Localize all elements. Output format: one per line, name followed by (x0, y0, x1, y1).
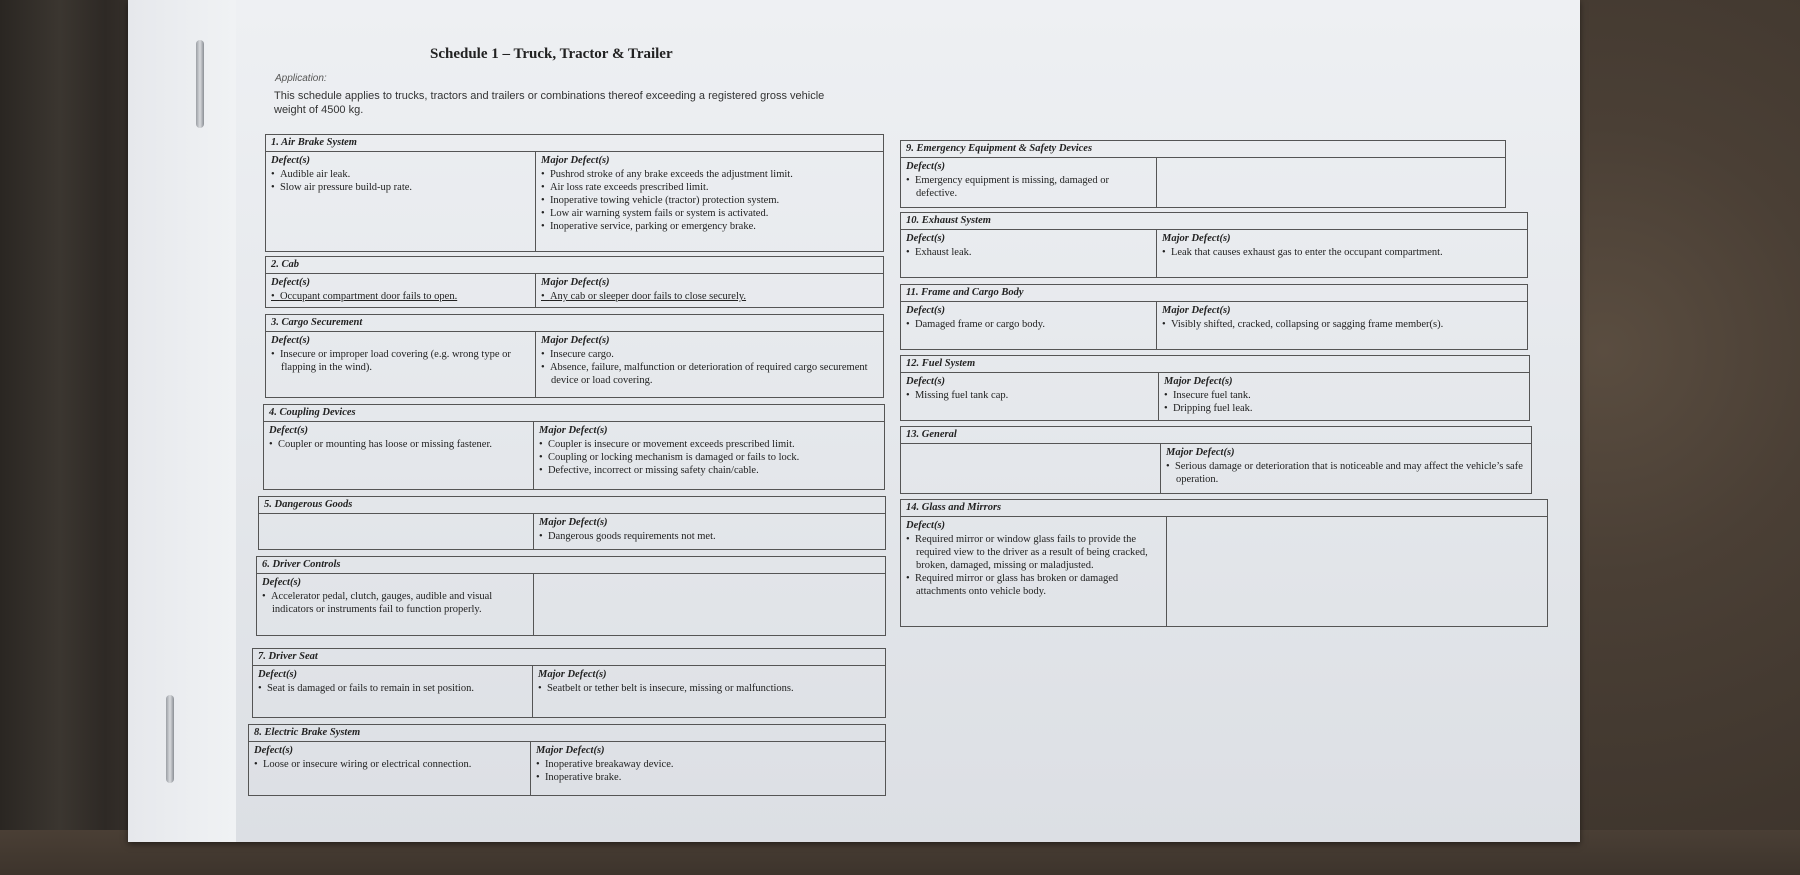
section-air-brake-system (265, 134, 884, 252)
major-defect-item: • Insecure cargo. (541, 348, 876, 361)
section-cargo-securement (265, 314, 884, 398)
major-defects-column (531, 742, 883, 795)
defects-column (257, 574, 534, 635)
defect-item: • Coupler or mounting has loose or missing fastener. (269, 438, 528, 451)
major-defect-item: • Absence, failure, malfunction or deterioration of required cargo securement device or load covering. (541, 361, 876, 387)
defects-heading: Defect(s) (271, 155, 311, 166)
application-text: This schedule applies to trucks, tractors and trailers or combinations thereof exceeding a registered gross vehicle weight of 4500 kg. (274, 90, 825, 116)
defects-column (901, 230, 1157, 277)
major-defect-item: • Pushrod stroke of any brake exceeds the adjustment limit. (541, 168, 876, 181)
major-defect-item: • Dangerous goods requirements not met. (539, 530, 878, 543)
binder-ring-icon (196, 40, 204, 128)
major-defects-heading: Major Defect(s) (541, 277, 610, 288)
defect-item: • Missing fuel tank cap. (906, 389, 1153, 402)
defects-column (266, 274, 536, 307)
section-emergency-equipment (900, 140, 1506, 208)
major-defects-column (1161, 444, 1529, 493)
major-defect-item: • Coupling or locking mechanism is damaged or fails to lock. (539, 451, 877, 464)
section-title: 10. Exhaust System (901, 213, 1527, 230)
major-defect-item: • Coupler is insecure or movement exceeds prescribed limit. (539, 438, 877, 451)
defects-column (266, 332, 536, 397)
major-defect-item: • Dripping fuel leak. (1164, 402, 1522, 415)
defects-heading: Defect(s) (262, 577, 302, 588)
major-defects-column (533, 666, 883, 717)
defect-item: • Required mirror or window glass fails to provide the required view to the driver as a result of being cracked, broken, damaged, missing or maladjusted. (906, 533, 1161, 572)
defects-column (249, 742, 531, 795)
major-defect-item: • Inoperative brake. (536, 771, 878, 784)
section-exhaust-system (900, 212, 1528, 278)
defect-item: • Audible air leak. (271, 168, 530, 181)
major-defects-heading: Major Defect(s) (541, 335, 610, 346)
defect-item: • Exhaust leak. (906, 246, 1151, 259)
binder-ring-icon (166, 695, 174, 783)
major-defects-column (1167, 517, 1545, 626)
major-defect-item: • Leak that causes exhaust gas to enter the occupant compartment. (1162, 246, 1520, 259)
application-label: Application: (275, 73, 327, 84)
section-title: 2. Cab (266, 257, 883, 274)
major-defects-heading: Major Defect(s) (1162, 233, 1231, 244)
defect-item: • Required mirror or glass has broken or damaged attachments onto vehicle body. (906, 572, 1161, 598)
defects-heading: Defect(s) (906, 305, 946, 316)
section-title: 9. Emergency Equipment & Safety Devices (901, 141, 1505, 158)
binding-strip (128, 0, 236, 842)
major-defect-item: • Seatbelt or tether belt is insecure, missing or malfunctions. (538, 682, 878, 695)
major-defects-heading: Major Defect(s) (539, 425, 608, 436)
defects-column (266, 152, 536, 251)
major-defect-item: • Inoperative service, parking or emergency brake. (541, 220, 876, 233)
section-driver-seat (252, 648, 886, 718)
section-general (900, 426, 1532, 494)
defects-column (901, 373, 1159, 420)
major-defects-heading: Major Defect(s) (1164, 376, 1233, 387)
defects-heading: Defect(s) (906, 161, 946, 172)
defects-heading: Defect(s) (269, 425, 309, 436)
defects-heading: Defect(s) (906, 520, 946, 531)
defects-column (901, 517, 1167, 626)
major-defects-column (1159, 373, 1527, 420)
major-defects-column (534, 422, 882, 489)
section-cab (265, 256, 884, 308)
defects-column (253, 666, 533, 717)
major-defect-item: • Any cab or sleeper door fails to close securely. (541, 290, 876, 303)
major-defects-column (1157, 230, 1525, 277)
major-defect-item: • Serious damage or deterioration that is noticeable and may affect the vehicle’s safe operation. (1166, 460, 1524, 486)
major-defect-item: • Air loss rate exceeds prescribed limit. (541, 181, 876, 194)
major-defect-item: • Insecure fuel tank. (1164, 389, 1522, 402)
major-defects-column (534, 574, 883, 635)
major-defects-heading: Major Defect(s) (538, 669, 607, 680)
defect-item: • Loose or insecure wiring or electrical connection. (254, 758, 525, 771)
major-defects-heading: Major Defect(s) (541, 155, 610, 166)
major-defect-item: • Defective, incorrect or missing safety chain/cable. (539, 464, 877, 477)
defects-heading: Defect(s) (258, 669, 298, 680)
section-title: 14. Glass and Mirrors (901, 500, 1547, 517)
section-frame-and-cargo-body (900, 284, 1528, 350)
major-defect-item: • Visibly shifted, cracked, collapsing or sagging frame member(s). (1162, 318, 1520, 331)
major-defect-item: • Low air warning system fails or system is activated. (541, 207, 876, 220)
section-title: 4. Coupling Devices (264, 405, 884, 422)
defects-column (901, 302, 1157, 349)
section-glass-and-mirrors (900, 499, 1548, 627)
major-defects-column (1157, 302, 1525, 349)
section-title: 11. Frame and Cargo Body (901, 285, 1527, 302)
major-defect-item: • Inoperative towing vehicle (tractor) protection system. (541, 194, 876, 207)
section-title: 5. Dangerous Goods (259, 497, 885, 514)
section-title: 13. General (901, 427, 1531, 444)
section-title: 7. Driver Seat (253, 649, 885, 666)
section-title: 3. Cargo Securement (266, 315, 883, 332)
major-defect-item: • Inoperative breakaway device. (536, 758, 878, 771)
defects-column (901, 158, 1157, 207)
section-driver-controls (256, 556, 886, 636)
defects-column (901, 444, 1161, 493)
defects-column (264, 422, 534, 489)
defects-heading: Defect(s) (271, 277, 311, 288)
section-electric-brake-system (248, 724, 886, 796)
major-defects-heading: Major Defect(s) (539, 517, 608, 528)
section-title: 6. Driver Controls (257, 557, 885, 574)
major-defects-heading: Major Defect(s) (536, 745, 605, 756)
major-defects-column (1157, 158, 1503, 207)
defects-heading: Defect(s) (271, 335, 311, 346)
defect-item: • Emergency equipment is missing, damaged or defective. (906, 174, 1151, 200)
section-coupling-devices (263, 404, 885, 490)
major-defects-column (536, 274, 881, 307)
defect-item: • Occupant compartment door fails to open. (271, 290, 530, 303)
major-defects-column (536, 332, 881, 397)
section-title: 1. Air Brake System (266, 135, 883, 152)
section-fuel-system (900, 355, 1530, 421)
major-defects-column (534, 514, 883, 549)
major-defects-heading: Major Defect(s) (1162, 305, 1231, 316)
major-defects-heading: Major Defect(s) (1166, 447, 1235, 458)
defects-heading: Defect(s) (906, 233, 946, 244)
defect-item: • Seat is damaged or fails to remain in set position. (258, 682, 527, 695)
defect-item: • Accelerator pedal, clutch, gauges, audible and visual indicators or instruments fail to function properly. (262, 590, 528, 616)
page-title: Schedule 1 – Truck, Tractor & Trailer (430, 46, 673, 62)
defects-heading: Defect(s) (254, 745, 294, 756)
section-title: 8. Electric Brake System (249, 725, 885, 742)
defect-item: • Damaged frame or cargo body. (906, 318, 1151, 331)
defect-item: • Slow air pressure build-up rate. (271, 181, 530, 194)
section-title: 12. Fuel System (901, 356, 1529, 373)
defects-heading: Defect(s) (906, 376, 946, 387)
major-defects-column (536, 152, 881, 251)
defects-column (259, 514, 534, 549)
defect-item: • Insecure or improper load covering (e.g. wrong type or flapping in the wind). (271, 348, 530, 374)
section-dangerous-goods (258, 496, 886, 550)
